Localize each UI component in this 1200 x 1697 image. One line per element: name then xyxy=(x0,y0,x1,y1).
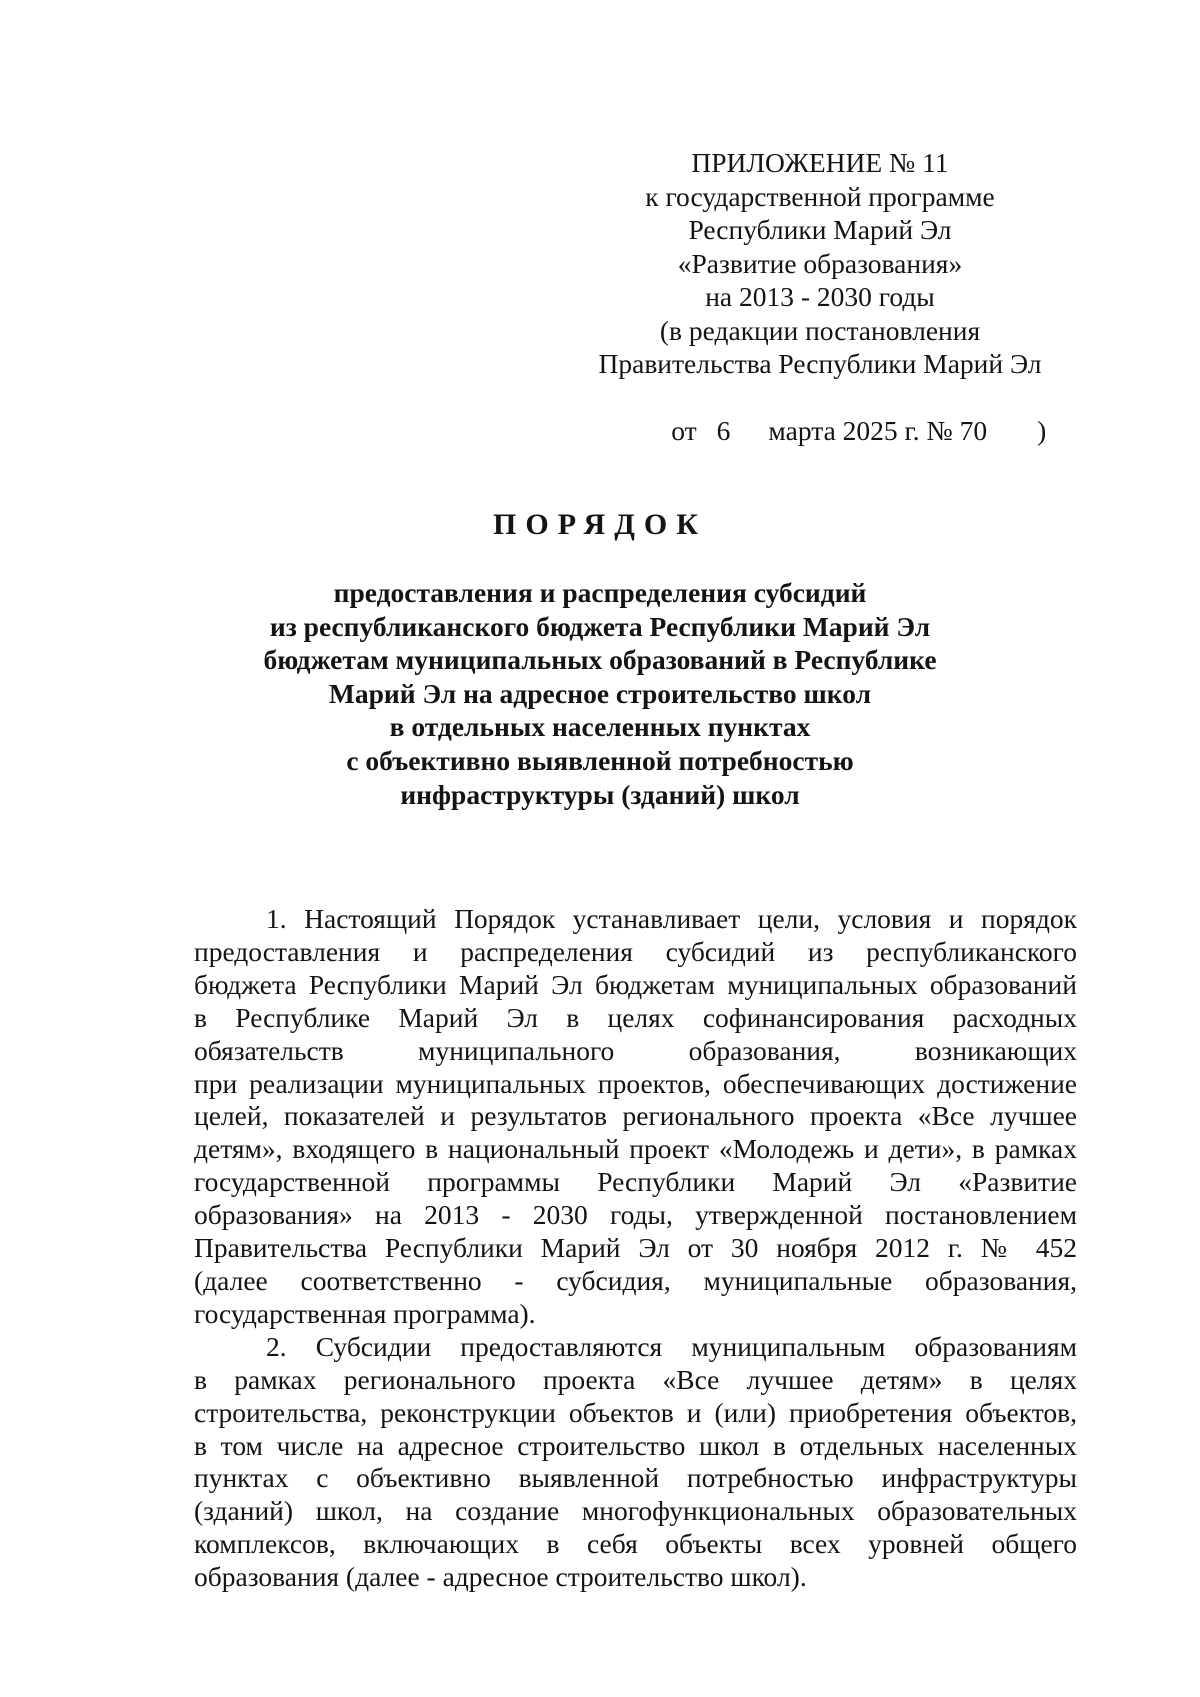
paragraph-line: 1. Настоящий Порядок устанавливает цели, условия и порядок xyxy=(266,903,1077,934)
date-day: 6 xyxy=(716,415,731,446)
paragraph-line: образования» на 2013 - 2030 годы, утвержденной постановлением xyxy=(194,1199,1077,1231)
subtitle-line: инфраструктуры (зданий) школ xyxy=(400,778,800,810)
paragraph-line: государственная программа). xyxy=(194,1297,536,1329)
appendix-line: (в редакции постановления xyxy=(659,314,981,346)
paragraph-line: пунктах с объективно выявленной потребностью инфраструктуры xyxy=(194,1462,1077,1494)
subtitle-line: Марий Эл на адресное строительство школ xyxy=(328,677,872,709)
paragraph-line: предоставления и распределения субсидий из республиканского xyxy=(194,935,1077,967)
paragraph-line: в Республике Марий Эл в целях софинансирования расходных xyxy=(194,1001,1077,1033)
appendix-line: Правительства Республики Марий Эл xyxy=(598,348,1042,379)
paragraph-2 xyxy=(194,1331,1077,1594)
document-title: ПОРЯДОК xyxy=(493,508,707,541)
paragraph-line: бюджета Республики Марий Эл бюджетам муниципальных образований xyxy=(194,968,1077,1000)
subtitle-line: предоставления и распределения субсидий xyxy=(333,577,867,608)
date-suffix: ) xyxy=(1037,415,1047,446)
appendix-line: к государственной программе xyxy=(645,180,995,212)
paragraph-line: в рамках регионального проекта «Все лучшее детям» в целях xyxy=(194,1363,1077,1395)
document-subtitle xyxy=(200,576,1000,811)
document-body xyxy=(194,903,1077,1594)
appendix-line: Республики Марий Эл xyxy=(688,214,952,245)
paragraph-line: при реализации муниципальных проектов, обеспечивающих достижение xyxy=(194,1067,1077,1099)
date-prefix: от xyxy=(671,415,697,446)
subtitle-line: в отдельных населенных пунктах xyxy=(389,711,811,743)
paragraph-line: комплексов, включающих в себя объекты всех уровней общего xyxy=(194,1528,1077,1560)
paragraph-line: Правительства Республики Марий Эл от 30 ноября 2012 г. № 452 xyxy=(194,1232,1077,1264)
appendix-number: ПРИЛОЖЕНИЕ № 11 xyxy=(691,147,949,178)
paragraph-line: строительства, реконструкции объектов и (или) приобретения объектов, xyxy=(194,1396,1077,1428)
paragraph-line: образования (далее - адресное строительство школ). xyxy=(194,1561,807,1593)
paragraph-line: целей, показателей и результатов регионального проекта «Все лучшее xyxy=(194,1100,1077,1132)
resolution-number: № 70 xyxy=(926,415,988,446)
appendix-years: на 2013 - 2030 годы xyxy=(705,281,935,312)
paragraph-line: в том числе на адресное строительство школ в отдельных населенных xyxy=(194,1429,1077,1461)
appendix-program-name: «Развитие образования» xyxy=(677,247,963,279)
subtitle-line: с объективно выявленной потребностью xyxy=(346,744,854,776)
paragraph-line: обязательств муниципального образования, возникающих xyxy=(194,1034,1077,1066)
paragraph-line: (зданий) школ, на создание многофункциональных образовательных xyxy=(194,1495,1077,1527)
subtitle-line: бюджетам муниципальных образований в Республике xyxy=(263,644,937,676)
paragraph-line: (далее соответственно - субсидия, муниципальные образования, xyxy=(194,1264,1077,1296)
paragraph-1 xyxy=(194,903,1077,1331)
date-month-year: марта 2025 г. xyxy=(768,415,920,446)
paragraph-line: государственной программы Республики Марий Эл «Развитие xyxy=(194,1166,1077,1198)
paragraph-line: детям», входящего в национальный проект «Молодежь и дети», в рамках xyxy=(194,1133,1077,1165)
resolution-date-line xyxy=(570,381,1070,482)
appendix-header xyxy=(570,146,1070,481)
paragraph-line: 2. Субсидии предоставляются муниципальным образованиям xyxy=(266,1330,1077,1362)
subtitle-line: из республиканского бюджета Республики Марий Эл xyxy=(269,610,931,642)
